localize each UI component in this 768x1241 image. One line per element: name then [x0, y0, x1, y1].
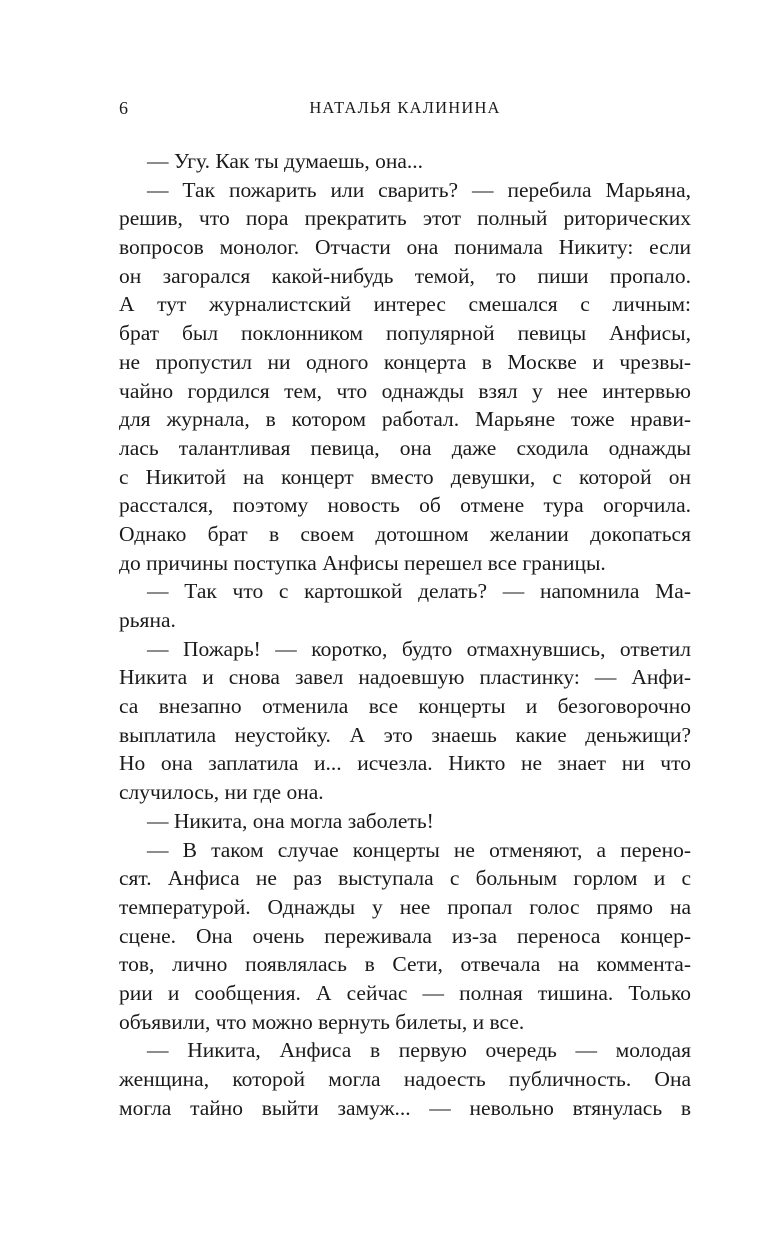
text-line: с Никитой на концерт вместо девушки, с которой он — [119, 464, 691, 489]
text-line: — Никита, она могла заболеть! — [147, 808, 434, 833]
text-line: Однако брат в своем дотошном желании докопаться — [119, 521, 691, 546]
body-text — [119, 147, 691, 1122]
text-line: брат был поклонником популярной певицы Анфисы, — [119, 321, 691, 346]
text-line: — Угу. Как ты думаешь, она... — [147, 149, 423, 173]
text-line: не пропустил ни одного концерта в Москве и чрезвы- — [119, 349, 691, 374]
text-line: рии и сообщения. А сейчас — полная тишина. Только — [119, 980, 691, 1005]
text-line: рьяна. — [119, 608, 176, 632]
text-line: женщина, которой могла надоесть публичность. Она — [119, 1067, 691, 1091]
text-line: случилось, ни где она. — [119, 780, 324, 805]
text-line: — В таком случае концерты не отменяют, а перено- — [147, 837, 691, 862]
text-line: до причины поступка Анфисы перешел все границы. — [119, 550, 606, 575]
text-line: — Так что с картошкой делать? — напомнила Ма- — [147, 579, 691, 604]
text-line: — Пожарь! — коротко, будто отмахнувшись, ответил — [147, 636, 691, 661]
text-line: Но она заплатила и... исчезла. Никто не знает ни что — [119, 751, 691, 776]
text-line: А тут журналистский интерес смешался с личным: — [119, 292, 691, 317]
text-line: — Так пожарить или сварить? — перебила Марьяна, — [147, 177, 691, 202]
page-header — [119, 96, 691, 120]
text-line: он загорался какой-нибудь темой, то пиши пропало. — [119, 263, 691, 288]
text-line: для журнала, в котором работал. Марьяне тоже нрави- — [119, 407, 691, 432]
text-line: — Никита, Анфиса в первую очередь — молодая — [147, 1038, 691, 1063]
running-title: НАТАЛЬЯ КАЛИНИНА — [309, 98, 501, 117]
text-line: чайно гордился тем, что однажды взял у нее интервью — [119, 378, 691, 403]
text-line: са внезапно отменила все концерты и безоговорочно — [119, 694, 691, 719]
text-line: объявили, что можно вернуть билеты, и все. — [119, 1009, 525, 1034]
text-line: тов, лично появлялась в Сети, отвечала на коммента- — [119, 952, 691, 977]
text-line: сят. Анфиса не раз выступала с больным горлом и с — [119, 866, 691, 891]
text-line: Никита и снова завел надоевшую пластинку: — Анфи- — [119, 665, 691, 690]
text-line: выплатила неустойку. А это знаешь какие деньжищи? — [119, 722, 691, 747]
text-line: температурой. Однажды у нее пропал голос прямо на — [119, 894, 691, 919]
text-line: могла тайно выйти замуж... — невольно втянулась в — [119, 1095, 691, 1120]
page-number: 6 — [119, 98, 128, 118]
text-line: лась талантливая певица, она даже сходила однажды — [119, 435, 691, 460]
text-line: решив, что пора прекратить этот полный риторических — [119, 206, 691, 231]
text-line: расстался, поэтому новость об отмене тура огорчила. — [119, 493, 691, 518]
text-line: сцене. Она очень переживала из-за переноса концер- — [119, 923, 691, 948]
text-line: вопросов монолог. Отчасти она понимала Никиту: если — [119, 235, 691, 260]
